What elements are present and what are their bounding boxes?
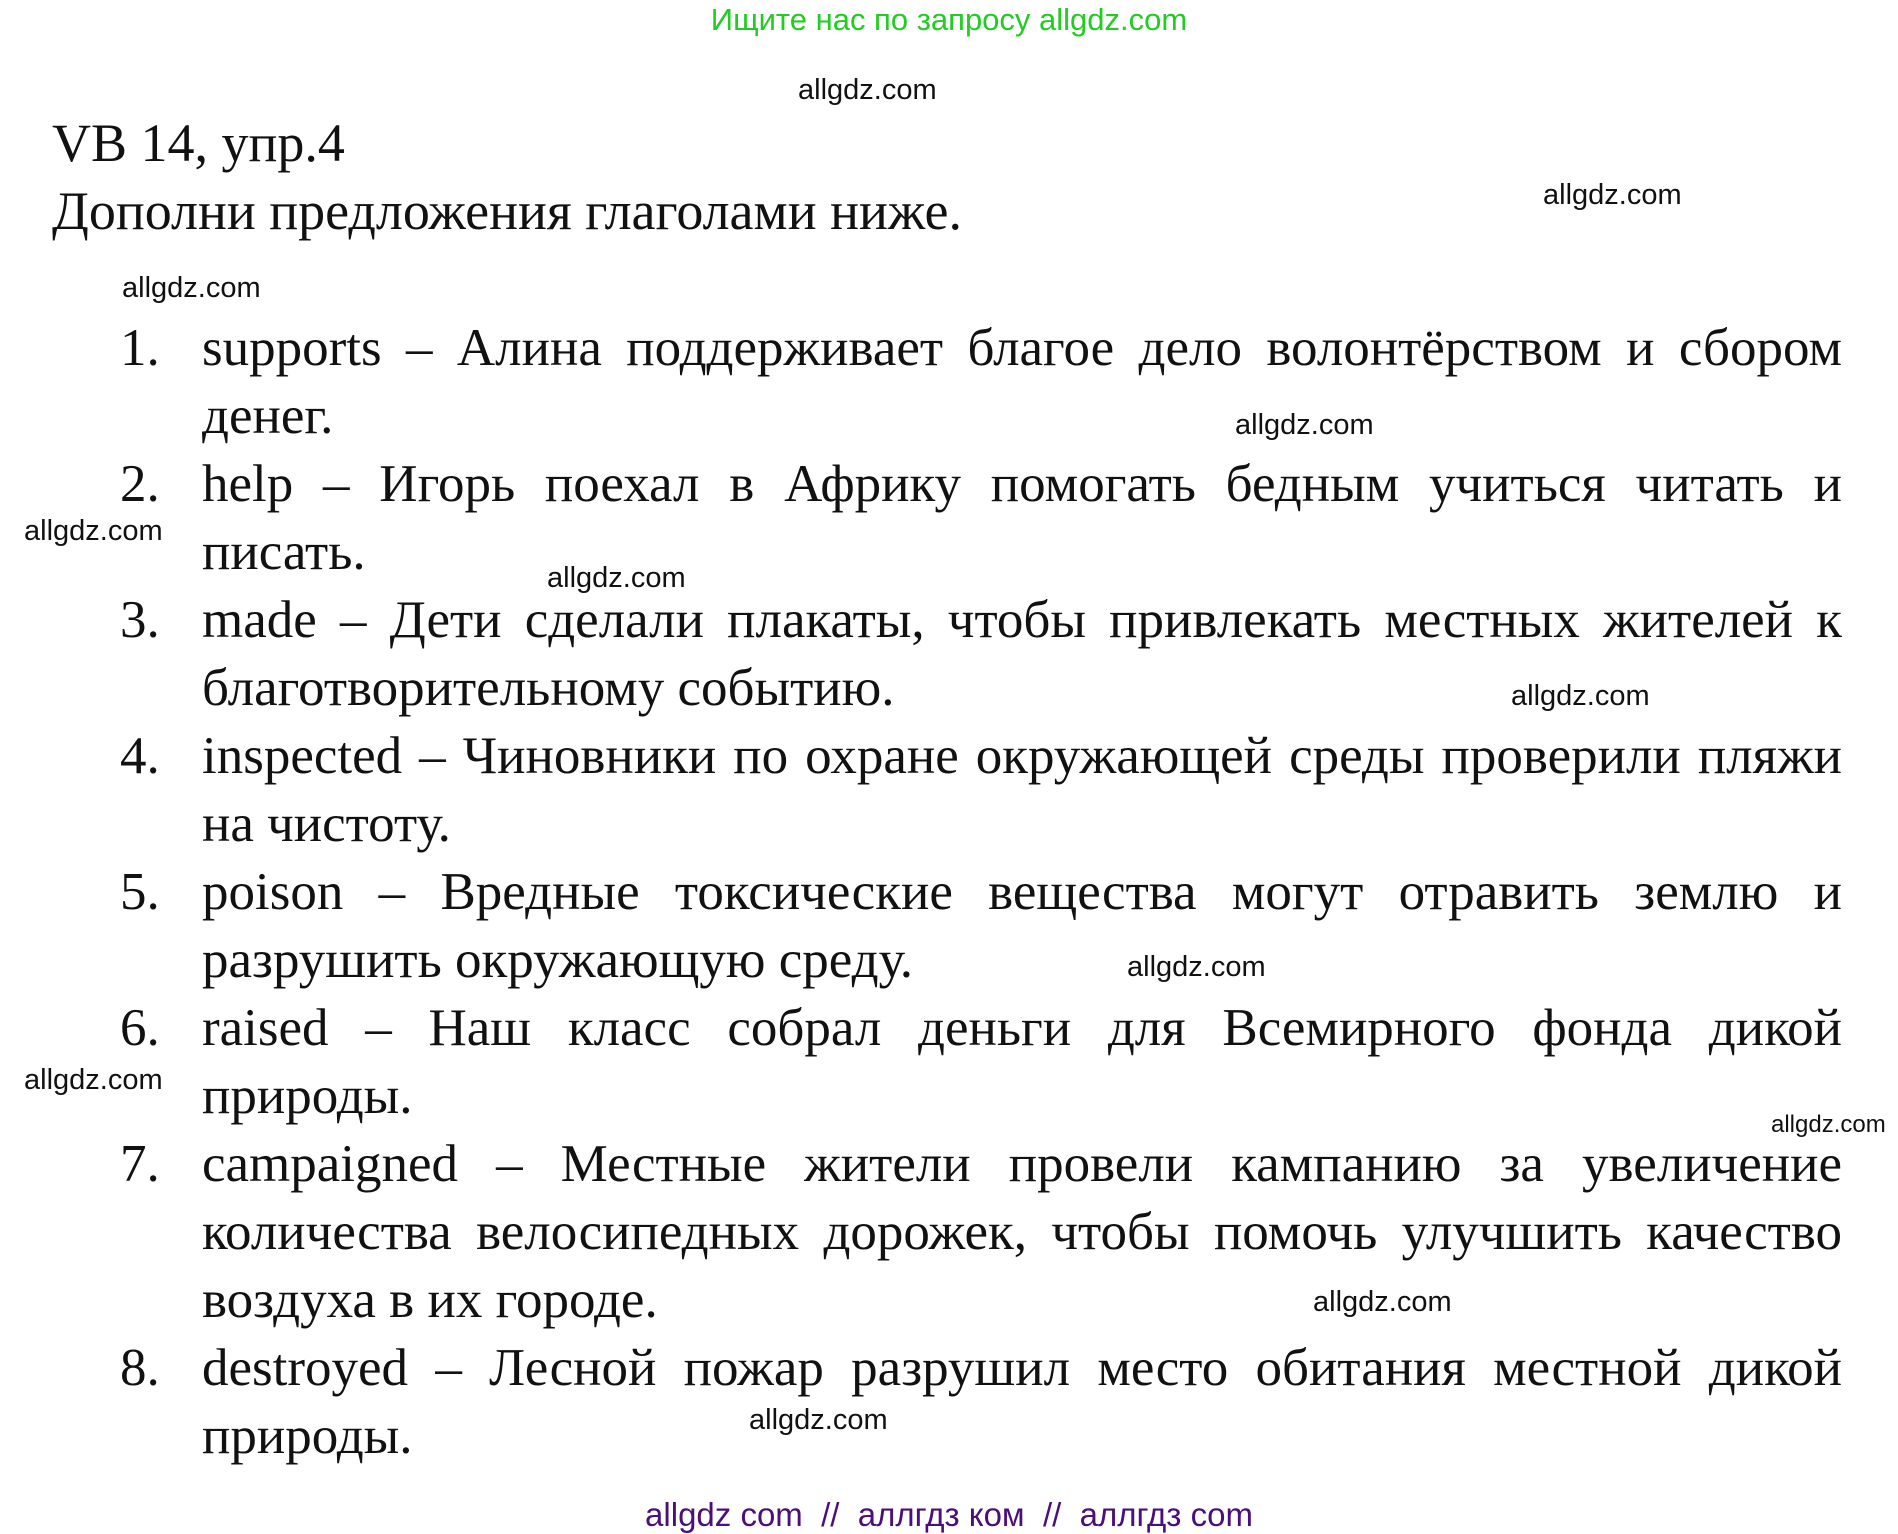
watermark: allgdz.com: [1127, 951, 1266, 983]
watermark: allgdz.com: [24, 1064, 163, 1096]
item-number: 8.: [120, 1339, 160, 1397]
item-text: destroyed – Лесной пожар разрушил место обитания местной дикой природы.: [202, 1339, 1842, 1465]
item-text: campaigned – Местные жители провели кампанию за увеличение количества велосипедных дорожек, чтобы помочь улучшить качество воздуха в их городе.: [202, 1135, 1842, 1329]
list-item: [120, 858, 1842, 994]
watermark: allgdz.com: [24, 515, 163, 547]
item-text: help – Игорь поехал в Африку помогать бедным учиться читать и писать.: [202, 455, 1842, 581]
list-item: [120, 994, 1842, 1130]
list-item: [120, 450, 1842, 586]
watermark: allgdz.com: [1771, 1111, 1886, 1138]
watermark: allgdz.com: [749, 1404, 888, 1436]
footer-watermark: [0, 1496, 1898, 1534]
footer-text: allgdz com // аллгдз ком // аллгдз com: [645, 1496, 1253, 1533]
exercise-instruction: Дополни предложения глаголами ниже.: [52, 181, 962, 241]
search-banner: Ищите нас по запросу allgdz.com: [710, 2, 1188, 37]
list-item: [120, 1130, 1842, 1334]
list-item: [120, 1334, 1842, 1470]
item-text: supports – Алина поддерживает благое дело волонтёрством и сбором денег.: [202, 319, 1842, 445]
watermark: allgdz.com: [798, 74, 937, 106]
item-text: poison – Вредные токсические вещества могут отравить землю и разрушить окружающую среду.: [202, 863, 1842, 989]
item-text: inspected – Чиновники по охране окружающей среды проверили пляжи на чистоту.: [202, 727, 1842, 853]
item-number: 5.: [120, 863, 160, 921]
item-text: raised – Наш класс собрал деньги для Всемирного фонда дикой природы.: [202, 999, 1842, 1125]
item-number: 4.: [120, 727, 160, 785]
list-item: [120, 314, 1842, 450]
watermark: allgdz.com: [547, 562, 686, 594]
exercise-title: VB 14, упр.4: [52, 113, 345, 173]
answer-list: [120, 314, 1842, 1470]
watermark: allgdz.com: [122, 272, 261, 304]
item-number: 1.: [120, 319, 160, 377]
watermark: allgdz.com: [1511, 680, 1650, 712]
item-text: made – Дети сделали плакаты, чтобы привлекать местных жителей к благотворительному событию.: [202, 591, 1842, 717]
item-number: 7.: [120, 1135, 160, 1193]
item-number: 3.: [120, 591, 160, 649]
watermark: allgdz.com: [1543, 179, 1682, 211]
watermark: allgdz.com: [1313, 1286, 1452, 1318]
watermark: allgdz.com: [1235, 409, 1374, 441]
item-number: 2.: [120, 455, 160, 513]
list-item: [120, 722, 1842, 858]
item-number: 6.: [120, 999, 160, 1057]
